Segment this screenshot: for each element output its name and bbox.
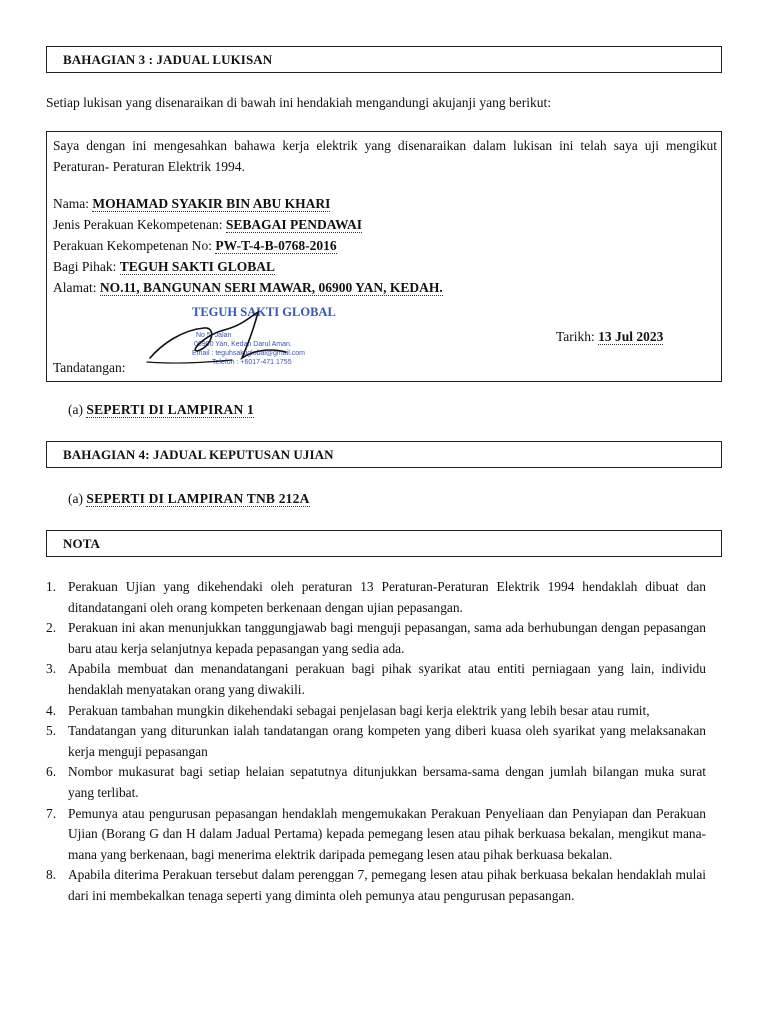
nama-value: MOHAMAD SYAKIR BIN ABU KHARI xyxy=(92,196,331,211)
section3-item-a xyxy=(68,402,254,418)
bagi-pihak-value: TEGUH SAKTI GLOBAL xyxy=(119,259,276,274)
nota-item-text: Apabila diterima Perakuan tersebut dalam perenggan 7, pemegang lesen atau pihak berkuasa bekalan hendaklah mulai dari ini membekalkan tenaga seperti yang diminta oleh pemunya atau pengurusan pepasangan. xyxy=(68,867,706,903)
section3-item-value: SEPERTI DI LAMPIRAN 1 xyxy=(86,402,254,417)
jenis-label: Jenis Perakuan Kekompetenan: xyxy=(53,217,223,232)
nota-item-number: 4. xyxy=(46,702,57,718)
perakuan-no-label: Perakuan Kekompetenan No: xyxy=(53,238,212,253)
field-nama xyxy=(53,196,330,212)
nota-item xyxy=(46,701,706,722)
nota-item xyxy=(46,721,706,762)
nota-item-number: 2. xyxy=(46,620,57,636)
section4-item-value: SEPERTI DI LAMPIRAN TNB 212A xyxy=(86,491,310,506)
nota-item-number: 6. xyxy=(46,764,57,780)
field-bagi-pihak xyxy=(53,259,275,275)
section3-heading-box xyxy=(46,46,722,73)
nota-item xyxy=(46,762,706,803)
nota-item-text: Apabila membuat dan menandatangani perakuan bagi pihak syarikat atau entiti perniagaan yang lain, individu hendaklah menyatakan orang yang diwakili. xyxy=(68,661,706,697)
nota-item xyxy=(46,659,706,700)
nota-item-text: Perakuan Ujian yang dikehendaki oleh peraturan 13 Peraturan-Peraturan Elektrik 1994 hendaklah dibuat dan ditandatangani oleh orang kompeten berkenaan dengan ujian pepasangan. xyxy=(68,579,706,615)
nota-item xyxy=(46,865,706,906)
stamp-line3: Email : teguhsaktiglobal@gmail.com xyxy=(192,350,305,357)
section3-intro: Setiap lukisan yang disenaraikan di bawah ini hendakiah mengandungi akujanji yang berikut: xyxy=(46,95,551,110)
nota-list xyxy=(46,577,706,907)
nota-heading: NOTA xyxy=(63,536,100,551)
stamp-icon xyxy=(142,300,336,376)
nota-item-text: Nombor mukasurat bagi setiap helaian sepatutnya ditunjukkan bersama-sama dengan jumlah bilangan muka surat yang terlibat. xyxy=(68,764,706,800)
nota-item-number: 3. xyxy=(46,661,57,677)
company-stamp-signature xyxy=(142,300,336,376)
tarikh-value: 13 Jul 2023 xyxy=(598,329,664,344)
field-alamat xyxy=(53,280,443,296)
section4-item-a xyxy=(68,491,310,507)
jenis-value: SEBAGAI PENDAWAI xyxy=(225,217,362,232)
nota-item xyxy=(46,618,706,659)
alamat-value: NO.11, BANGUNAN SERI MAWAR, 06900 YAN, KEDAH. xyxy=(99,280,443,295)
nota-item-number: 7. xyxy=(46,805,57,821)
nota-item xyxy=(46,804,706,866)
section4-heading: BAHAGIAN 4: JADUAL KEPUTUSAN UJIAN xyxy=(63,447,334,462)
perakuan-no-value: PW-T-4-B-0768-2016 xyxy=(215,238,337,253)
section3-heading: BAHAGIAN 3 : JADUAL LUKISAN xyxy=(63,52,273,67)
nota-item-number: 5. xyxy=(46,723,57,739)
section4-item-marker: (a) xyxy=(68,491,83,506)
bagi-pihak-label: Bagi Pihak: xyxy=(53,259,117,274)
section4-heading-box xyxy=(46,441,722,468)
nama-label: Nama: xyxy=(53,196,89,211)
field-perakuan-no xyxy=(53,238,337,254)
section3-item-marker: (a) xyxy=(68,402,83,417)
nota-item-number: 8. xyxy=(46,867,57,883)
declaration-text: Saya dengan ini mengesahkan bahawa kerja elektrik yang disenaraikan dalam lukisan ini telah saya uji mengikut Peraturan- Peraturan Elektrik 1994. xyxy=(53,138,717,174)
alamat-label: Alamat: xyxy=(53,280,97,295)
stamp-line4: Telefon : +6017-471 1755 xyxy=(212,359,292,366)
declaration-box xyxy=(46,131,722,382)
stamp-line2: 06900 Yan, Kedah Darul Aman. xyxy=(194,341,292,348)
field-jenis xyxy=(53,217,362,233)
nota-item-text: Perakuan ini akan menunjukkan tanggungjawab bagi menguji pepasangan, sama ada berhubungan dengan pepasangan baru atau kerja selanjutnya kepada pepasangan yang sedia ada. xyxy=(68,620,706,656)
field-tarikh xyxy=(556,329,663,345)
nota-item-number: 1. xyxy=(46,579,57,594)
nota-item-text: Pemunya atau pengurusan pepasangan hendaklah mengemukakan Perakuan Penyeliaan dan Penyiapan dan Perakuan Ujian (Borang G dan H dalam Jadual Pertama) kepada pemegang lesen atau pihak berkuasa bekalan, mengikut mana-mana yang berkenaan, bagi menerima elektrik daripada pemegang lesen atau pihak berkuasa bekalan. xyxy=(68,805,706,862)
tandatangan-label: Tandatangan: xyxy=(53,360,126,375)
stamp-line1: No 5, Jalan xyxy=(196,332,232,339)
nota-item-text: Tandatangan yang diturunkan ialah tandatangan orang kompeten yang diberi kuasa oleh syarikat yang melaksanakan kerja menguji pepasangan xyxy=(68,723,706,759)
nota-item-text: Perakuan tambahan mungkin dikehendaki sebagai penjelasan bagi kerja elektrik yang lebih besar atau rumit, xyxy=(68,702,650,718)
tarikh-label: Tarikh: xyxy=(556,329,595,344)
nota-heading-box xyxy=(46,530,722,557)
nota-item xyxy=(46,577,706,618)
stamp-name: TEGUH SAKTI GLOBAL xyxy=(192,305,336,319)
